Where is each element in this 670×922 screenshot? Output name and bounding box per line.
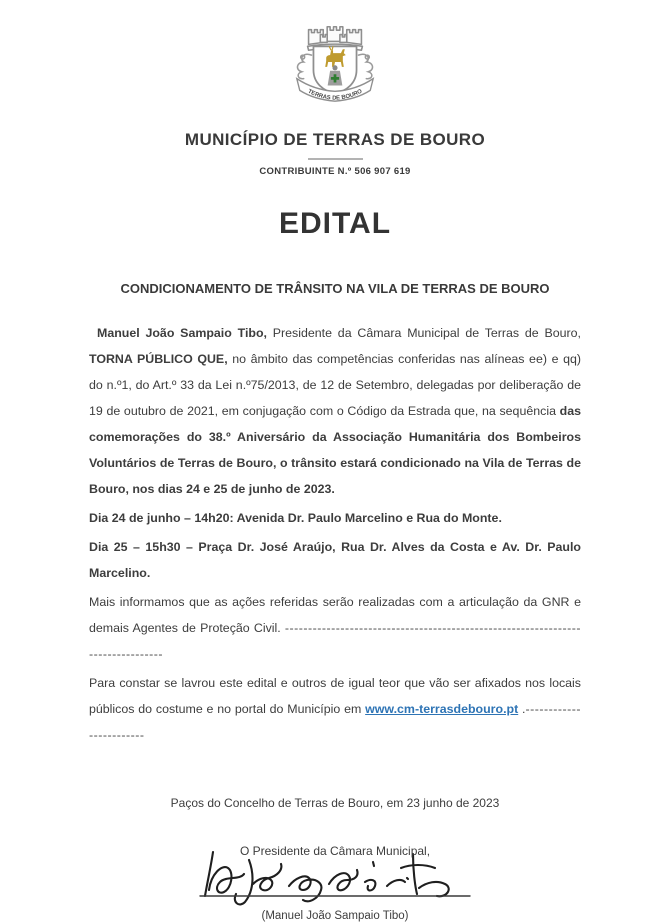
signer-printed-name: (Manuel João Sampaio Tibo): [261, 910, 409, 922]
municipality-title: MUNICÍPIO DE TERRAS DE BOURO: [184, 130, 486, 149]
header-divider: [308, 158, 363, 160]
intro-text-1: Presidente da Câmara Municipal de Terras de Bouro,: [266, 326, 581, 340]
signer-name-bold: Manuel João Sampaio Tibo,: [97, 326, 267, 340]
document-title: EDITAL: [278, 207, 392, 240]
filler-dashes-1: --------------------------------------------------------------------------------: [89, 621, 581, 661]
intro-text-2: no âmbito das competências conferidas nas alíneas ee) e qq) do n.º1, do Art.º 33 da Lei n.º75/2013, de 12 de Setembro, delegadas por deliberação de 19 de outubro de 2021, em conjugação com o Código da Estrada que, na sequência: [89, 352, 581, 418]
banner-text: TERRAS DE BOURO: [306, 88, 364, 102]
signer-title: O Presidente da Câmara Municipal,: [239, 844, 431, 858]
terras-de-bouro-coat-of-arms-icon: [281, 14, 389, 108]
place-and-date: Paços do Concelho de Terras de Bouro, em 23 junho de 2023: [170, 796, 500, 810]
event-announcement-bold: das comemorações do 38.º Aniversário da Associação Humanitária dos Bombeiros Voluntários de Terras de Bouro, o trânsito estará condicionado na Vila de Terras de Bouro, nos dias 24 e 25 de junho de 2023.: [89, 404, 581, 496]
torna-publico-bold: TORNA PÚBLICO QUE,: [89, 352, 228, 366]
signature-block: [0, 844, 670, 922]
gnr-info-text: Mais informamos que as ações referidas serão realizadas com a articulação da GNR e demais Agentes de Proteção Civil.: [89, 595, 581, 635]
document-subtitle: CONDICIONAMENTO DE TRÂNSITO NA VILA DE TERRAS DE BOURO: [120, 281, 550, 296]
taxpayer-number: CONTRIBUINTE N.º 506 907 619: [259, 166, 411, 177]
municipality-website-link[interactable]: www.cm-terrasdebouro.pt: [365, 702, 519, 716]
closing-text: Para constar se lavrou este edital e outros de igual teor que vão ser afixados nos locais públicos do costume e no portal do Município em: [89, 676, 581, 716]
schedule-day-25: Dia 25 – 15h30 – Praça Dr. José Araújo, Rua Dr. Alves da Costa e Av. Dr. Paulo Marcelino.: [89, 540, 581, 580]
closing-period: .: [518, 702, 526, 716]
edital-document-page: [0, 14, 670, 922]
filler-dashes-2: ------------------------: [89, 702, 581, 742]
document-body: [89, 320, 581, 748]
paragraph-intro: [89, 320, 581, 502]
schedule-day-24: Dia 24 de junho – 14h20: Avenida Dr. Paulo Marcelino e Rua do Monte.: [89, 511, 502, 525]
paragraph-closing: [89, 670, 581, 748]
paragraph-gnr-info: [89, 589, 581, 667]
